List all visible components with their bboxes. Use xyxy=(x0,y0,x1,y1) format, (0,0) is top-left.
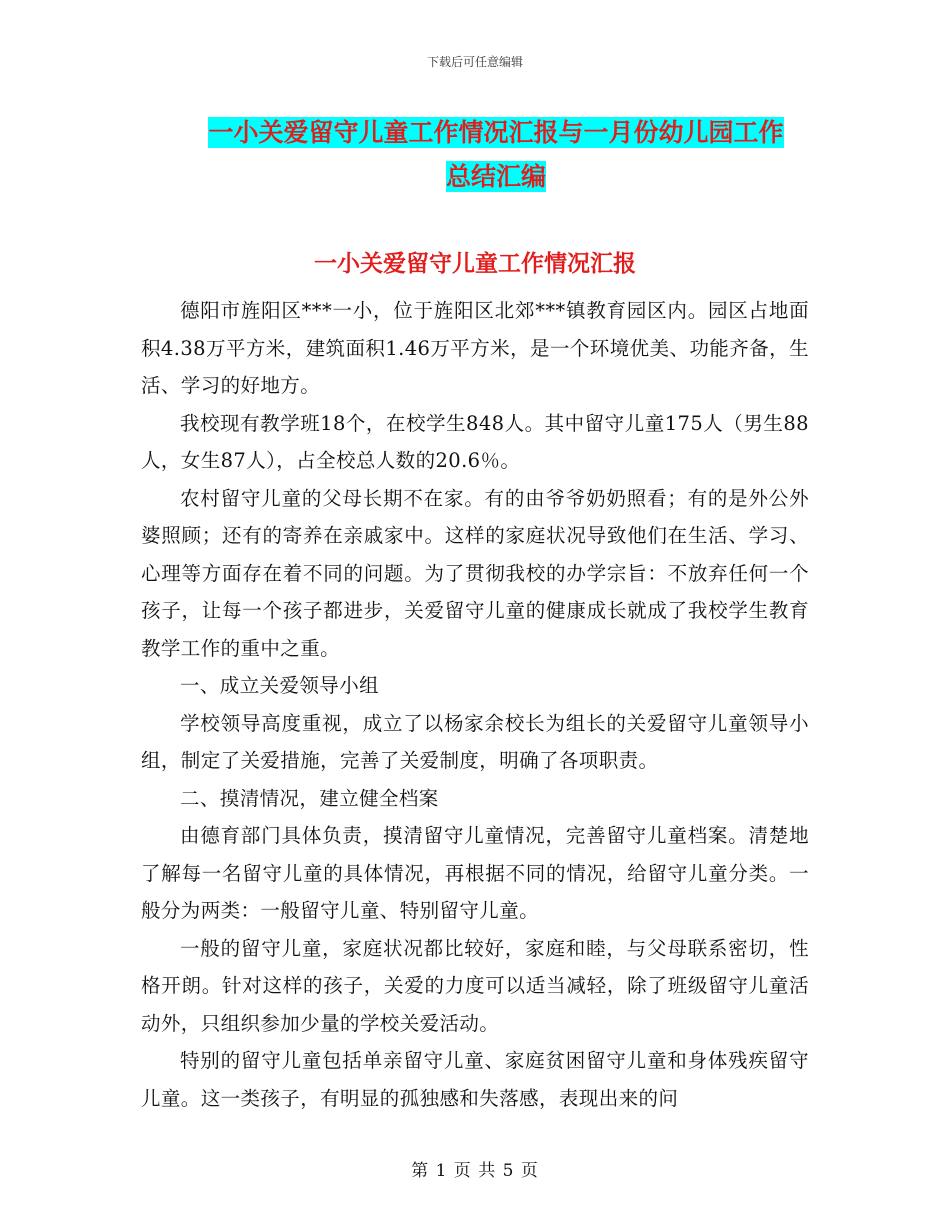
header-note: 下载后可任意编辑 xyxy=(426,55,523,69)
paragraph: 由德育部门具体负责，摸清留守儿童情况，完善留守儿童档案。清楚地了解每一名留守儿童的具体情况，再根据不同的情况，给留守儿童分类。一般分为两类：一般留守儿童、特别留守儿童。 xyxy=(141,824,809,922)
paragraph: 农村留守儿童的父母长期不在家。有的由爷爷奶奶照看；有的是外公外婆照顾；还有的寄养在亲戚家中。这样的家庭状况导致他们在生活、学习、心理等方面存在着不同的问题。为了贯彻我校的办学宗旨：不放弃任何一个孩子，让每一个孩子都进步，关爱留守儿童的健康成长就成了我校学生教育教学工作的重中之重。 xyxy=(141,486,809,660)
paragraph: 我校现有教学班18个，在校学生848人。其中留守儿童175人（男生88人，女生87人），占全校总人数的20.6％。 xyxy=(141,411,809,472)
section-title: 一小关爱留守儿童工作情况汇报 xyxy=(314,251,636,277)
paragraph: 学校领导高度重视，成立了以杨家余校长为组长的关爱留守儿童领导小组，制定了关爱措施，完善了关爱制度，明确了各项职责。 xyxy=(141,711,809,772)
title-line-2: 总结汇编 xyxy=(445,162,546,191)
document-title xyxy=(190,111,802,199)
section-heading: 二、摸清情况，建立健全档案 xyxy=(180,786,439,810)
paragraph: 特别的留守儿童包括单亲留守儿童、家庭贫困留守儿童和身体残疾留守儿童。这一类孩子，有明显的孤独感和失落感，表现出来的问 xyxy=(141,1049,809,1110)
document-body xyxy=(141,292,809,1117)
title-line-1: 一小关爱留守儿童工作情况汇报与一月份幼儿园工作 xyxy=(208,118,784,147)
page-footer: 第 1 页 共 5 页 xyxy=(411,1161,539,1181)
paragraph: 德阳市旌阳区***一小，位于旌阳区北郊***镇教育园区内。园区占地面积4.38万平方米，建筑面积1.46万平方米，是一个环境优美、功能齐备，生活、学习的好地方。 xyxy=(141,299,809,397)
paragraph: 一般的留守儿童，家庭状况都比较好，家庭和睦，与父母联系密切，性格开朗。针对这样的孩子，关爱的力度可以适当减轻，除了班级留守儿童活动外，只组织参加少量的学校关爱活动。 xyxy=(141,936,809,1035)
section-heading: 一、成立关爱领导小组 xyxy=(180,674,380,697)
